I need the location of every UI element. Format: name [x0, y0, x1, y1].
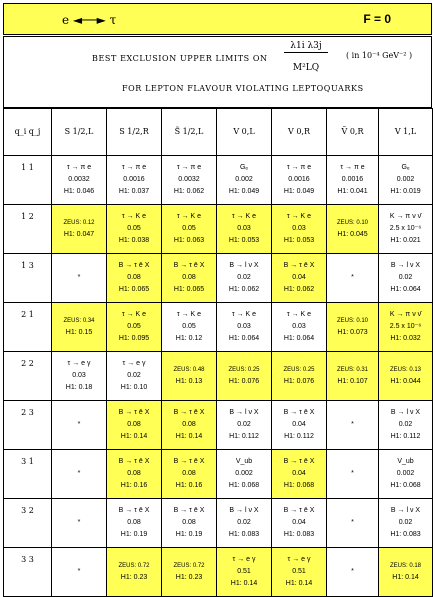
cell-text: 0.05	[127, 323, 141, 330]
cell-text: τ → π e	[286, 164, 312, 171]
cell-text: τ → K e	[121, 311, 147, 318]
cell-text: *	[77, 519, 81, 526]
column-header: Ṽ 0,R	[327, 109, 379, 156]
cell-text: H1: 0.14	[175, 433, 203, 440]
limit-cell	[272, 450, 327, 499]
limit-cell	[217, 156, 272, 205]
cell-text: H1: 0.14	[392, 574, 419, 581]
limit-cell	[327, 254, 379, 303]
limit-cell	[327, 548, 379, 597]
cell-text: 0.08	[127, 519, 141, 526]
limit-cell	[379, 401, 433, 450]
row-label: 1 1	[4, 156, 52, 205]
cell-text: Gₑ	[401, 164, 410, 171]
cell-text: 0.02	[237, 519, 251, 526]
cell-text: H1: 0.15	[65, 329, 93, 336]
cell-text: τ → K e	[286, 311, 312, 318]
title-line-1: BEST EXCLUSION UPPER LIMITS ON	[92, 54, 268, 63]
cell-text: 0.03	[237, 225, 251, 232]
cell-text: B → τ ē X	[118, 409, 150, 416]
cell-text: B → τ ē X	[283, 262, 315, 269]
cell-text: H1: 0.038	[118, 237, 150, 244]
cell-text: 0.04	[292, 519, 306, 526]
cell-text: H1: 0.064	[390, 286, 421, 293]
cell-text: 0.04	[292, 421, 306, 428]
cell-text: 0.08	[182, 470, 196, 477]
cell-text: B → l ν X	[390, 262, 421, 269]
table-header-row	[4, 109, 433, 156]
cell-text: ZEUS: 0.72	[118, 563, 150, 569]
limit-cell	[272, 499, 327, 548]
limit-cell	[327, 303, 379, 352]
cell-text: τ → K e	[176, 311, 202, 318]
cell-text: ZEUS: 0.25	[283, 367, 315, 373]
cell-text: H1: 0.068	[283, 482, 315, 489]
cell-text: ZEUS: 0.34	[63, 318, 95, 324]
cell-text: 0.0032	[68, 176, 90, 183]
cell-text: 0.03	[292, 225, 306, 232]
cell-text: B → l ν X	[390, 507, 421, 514]
cell-text: H1: 0.044	[390, 378, 421, 385]
column-header: V 0,R	[272, 109, 327, 156]
row-label: 3 2	[4, 499, 52, 548]
limit-cell	[217, 352, 272, 401]
limit-cell	[217, 303, 272, 352]
cell-text: B → τ ē X	[283, 458, 315, 465]
cell-text: H1: 0.14	[285, 580, 313, 587]
limit-cell	[272, 205, 327, 254]
limit-cell	[107, 499, 162, 548]
cell-text: H1: 0.045	[337, 231, 368, 238]
cell-text: B → τ ē X	[173, 458, 205, 465]
cell-text: K → π ν ν̄	[389, 213, 422, 220]
column-header: S̃ 1/2,L	[162, 109, 217, 156]
cell-text: V_ub	[235, 458, 253, 465]
cell-text: 0.04	[292, 274, 306, 281]
column-header: V 0,L	[217, 109, 272, 156]
units-label: ( in 10⁻⁴ GeV⁻² )	[346, 51, 413, 60]
cell-text: B → l ν X	[229, 409, 259, 416]
cell-text: H1: 0.032	[390, 335, 421, 342]
limit-cell	[272, 352, 327, 401]
cell-text: ZEUS: 0.48	[173, 367, 205, 373]
cell-text: 0.08	[127, 421, 141, 428]
cell-text: ZEUS: 0.18	[389, 563, 421, 569]
column-header: q_i q_j	[4, 109, 52, 156]
cell-text: τ → K e	[231, 213, 257, 220]
cell-text: H1: 0.046	[63, 188, 95, 195]
table-row	[4, 303, 433, 352]
limit-cell	[217, 254, 272, 303]
cell-text: 0.51	[292, 568, 306, 575]
title-box	[3, 36, 432, 108]
fraction-numerator: λ1i λ3j	[284, 41, 328, 53]
limits-table	[3, 108, 433, 597]
limit-cell	[52, 548, 107, 597]
cell-text: B → l ν X	[229, 507, 259, 514]
limit-cell	[52, 156, 107, 205]
limit-cell	[52, 205, 107, 254]
fraction-denominator: M²LQ	[292, 63, 320, 73]
limit-cell	[327, 401, 379, 450]
limit-cell	[272, 548, 327, 597]
cell-text: ZEUS: 0.72	[173, 563, 205, 569]
cell-text: 0.08	[182, 274, 196, 281]
cell-text: τ → π e	[66, 164, 92, 171]
limit-cell	[162, 205, 217, 254]
cell-text: 0.02	[398, 421, 413, 428]
cell-text: τ → e γ	[67, 360, 91, 367]
limit-cell	[107, 548, 162, 597]
row-label: 1 2	[4, 205, 52, 254]
limit-cell	[107, 254, 162, 303]
cell-text: ZEUS: 0.12	[63, 220, 95, 226]
limit-cell	[52, 352, 107, 401]
cell-text: *	[351, 274, 354, 281]
limit-cell	[107, 156, 162, 205]
limit-cell	[217, 499, 272, 548]
cell-text: B → τ ē X	[118, 507, 150, 514]
cell-text: H1: 0.068	[390, 482, 421, 489]
row-label: 2 1	[4, 303, 52, 352]
cell-text: *	[77, 568, 81, 575]
limit-cell	[52, 450, 107, 499]
limit-cell	[272, 401, 327, 450]
table-row	[4, 156, 433, 205]
limit-cell	[379, 156, 433, 205]
cell-text: H1: 0.083	[283, 531, 315, 538]
row-label: 2 3	[4, 401, 52, 450]
coupling-fraction	[284, 41, 328, 73]
limit-cell	[162, 401, 217, 450]
cell-text: 0.05	[182, 323, 196, 330]
column-header: S 1/2,R	[107, 109, 162, 156]
column-header: S 1/2,L	[52, 109, 107, 156]
cell-text: 0.002	[235, 470, 253, 477]
cell-text: H1: 0.083	[390, 531, 421, 538]
cell-text: H1: 0.041	[337, 188, 368, 195]
cell-text: 0.05	[182, 225, 196, 232]
cell-text: H1: 0.23	[175, 574, 203, 581]
cell-text: B → τ ē X	[283, 507, 315, 514]
row-label: 2 2	[4, 352, 52, 401]
cell-text: H1: 0.065	[118, 286, 150, 293]
process-label: e ◄──► τ	[62, 13, 117, 27]
cell-text: H1: 0.053	[283, 237, 315, 244]
cell-text: *	[351, 421, 354, 428]
cell-text: 0.02	[398, 519, 413, 526]
cell-text: B → τ ē X	[173, 262, 205, 269]
row-label: 3 3	[4, 548, 52, 597]
cell-text: H1: 0.16	[175, 482, 203, 489]
cell-text: 0.02	[237, 274, 251, 281]
cell-text: 0.0016	[341, 176, 364, 183]
cell-text: H1: 0.112	[229, 433, 259, 440]
table-row	[4, 205, 433, 254]
cell-text: H1: 0.063	[173, 237, 205, 244]
cell-text: H1: 0.19	[175, 531, 203, 538]
limit-cell	[379, 548, 433, 597]
cell-text: 0.002	[396, 470, 415, 477]
limit-cell	[327, 156, 379, 205]
cell-text: τ → K e	[286, 213, 312, 220]
cell-text: H1: 0.14	[230, 580, 258, 587]
cell-text: ZEUS: 0.25	[228, 367, 260, 373]
cell-text: H1: 0.047	[63, 231, 95, 238]
cell-text: τ → e γ	[122, 360, 146, 367]
cell-text: 0.02	[398, 274, 413, 281]
cell-text: H1: 0.10	[120, 384, 148, 391]
cell-text: 0.08	[127, 470, 141, 477]
cell-text: τ → K e	[231, 311, 257, 318]
cell-text: 0.0016	[123, 176, 145, 183]
cell-text: B → τ ē X	[173, 409, 205, 416]
cell-text: 0.08	[182, 421, 196, 428]
cell-text: H1: 0.049	[228, 188, 260, 195]
cell-text: 0.04	[292, 470, 306, 477]
limit-cell	[52, 401, 107, 450]
limit-cell	[107, 401, 162, 450]
limit-cell	[327, 450, 379, 499]
limit-cell	[107, 352, 162, 401]
cell-text: τ → π e	[176, 164, 202, 171]
cell-text: B → τ ē X	[118, 458, 150, 465]
limit-cell	[52, 499, 107, 548]
cell-text: H1: 0.073	[337, 329, 368, 336]
cell-text: 0.03	[237, 323, 251, 330]
limit-cell	[379, 352, 433, 401]
cell-text: H1: 0.18	[65, 384, 93, 391]
limit-cell	[217, 401, 272, 450]
cell-text: H1: 0.062	[173, 188, 205, 195]
limit-cell	[379, 205, 433, 254]
cell-text: 0.03	[292, 323, 306, 330]
cell-text: Gₑ	[239, 164, 249, 171]
limit-cell	[327, 205, 379, 254]
cell-text: 0.0032	[178, 176, 200, 183]
table-row	[4, 499, 433, 548]
limit-cell	[162, 548, 217, 597]
cell-text: ZEUS: 0.10	[336, 318, 368, 324]
cell-text: H1: 0.16	[120, 482, 148, 489]
cell-text: ZEUS: 0.31	[336, 367, 368, 373]
cell-text: B → l ν X	[229, 262, 259, 269]
cell-text: H1: 0.053	[228, 237, 260, 244]
limit-cell	[379, 450, 433, 499]
limit-cell	[217, 450, 272, 499]
cell-text: H1: 0.19	[120, 531, 148, 538]
limit-cell	[107, 303, 162, 352]
row-label: 3 1	[4, 450, 52, 499]
cell-text: H1: 0.112	[390, 433, 421, 440]
cell-text: 0.05	[127, 225, 141, 232]
cell-text: H1: 0.083	[228, 531, 260, 538]
limit-cell	[107, 450, 162, 499]
limit-cell	[162, 450, 217, 499]
table-row	[4, 352, 433, 401]
cell-text: *	[351, 470, 354, 477]
cell-text: V_ub	[397, 458, 414, 465]
cell-text: τ → π e	[121, 164, 147, 171]
cell-text: 0.51	[237, 568, 251, 575]
cell-text: H1: 0.13	[175, 378, 203, 385]
header-bar	[3, 3, 432, 35]
cell-text: B → τ ē X	[283, 409, 315, 416]
cell-text: H1: 0.019	[390, 188, 421, 195]
cell-text: H1: 0.076	[228, 378, 260, 385]
cell-text: B → τ ē X	[173, 507, 205, 514]
limit-cell	[162, 499, 217, 548]
cell-text: H1: 0.062	[228, 286, 260, 293]
cell-text: H1: 0.037	[118, 188, 150, 195]
cell-text: 0.002	[396, 176, 415, 183]
cell-text: H1: 0.068	[228, 482, 260, 489]
column-header: V 1,L	[379, 109, 433, 156]
limit-cell	[327, 499, 379, 548]
table-row	[4, 254, 433, 303]
cell-text: 0.03	[72, 372, 86, 379]
table-row	[4, 401, 433, 450]
table-row	[4, 450, 433, 499]
cell-text: *	[351, 519, 354, 526]
cell-text: H1: 0.12	[175, 335, 203, 342]
cell-text: τ → K e	[176, 213, 202, 220]
cell-text: H1: 0.064	[228, 335, 260, 342]
table-body	[4, 156, 433, 597]
cell-text: H1: 0.112	[284, 433, 314, 440]
cell-text: B → τ ē X	[118, 262, 150, 269]
cell-text: τ → π e	[340, 164, 365, 171]
cell-text: 0.08	[127, 274, 141, 281]
limit-cell	[379, 254, 433, 303]
cell-text: *	[77, 421, 81, 428]
cell-text: H1: 0.062	[283, 286, 315, 293]
cell-text: 0.02	[237, 421, 251, 428]
cell-text: H1: 0.14	[120, 433, 148, 440]
limit-cell	[107, 205, 162, 254]
cell-text: 0.02	[127, 372, 141, 379]
cell-text: H1: 0.049	[283, 188, 315, 195]
cell-text: H1: 0.021	[390, 237, 421, 244]
row-label: 1 3	[4, 254, 52, 303]
limit-cell	[217, 548, 272, 597]
cell-text: K → π ν ν̄	[389, 311, 422, 318]
limit-cell	[379, 499, 433, 548]
cell-text: H1: 0.076	[283, 378, 315, 385]
cell-text: τ → e γ	[232, 556, 256, 563]
limit-cell	[327, 352, 379, 401]
limit-cell	[52, 254, 107, 303]
cell-text: H1: 0.064	[283, 335, 315, 342]
limit-cell	[272, 254, 327, 303]
limit-cell	[379, 303, 433, 352]
limit-cell	[52, 303, 107, 352]
cell-text: 0.08	[182, 519, 196, 526]
cell-text: ZEUS: 0.13	[389, 367, 421, 373]
cell-text: H1: 0.065	[173, 286, 205, 293]
limit-cell	[162, 156, 217, 205]
cell-text: 2.5 x 10⁻⁶	[389, 323, 422, 330]
limit-cell	[162, 352, 217, 401]
cell-text: 0.002	[235, 176, 253, 183]
table-row	[4, 548, 433, 597]
cell-text: 0.0016	[288, 176, 310, 183]
cell-text: B → l ν X	[390, 409, 421, 416]
cell-text: *	[77, 274, 81, 281]
cell-text: H1: 0.095	[118, 335, 150, 342]
cell-text: *	[77, 470, 81, 477]
limit-cell	[162, 303, 217, 352]
cell-text: H1: 0.23	[120, 574, 148, 581]
fermion-number-label: F = 0	[363, 12, 391, 26]
cell-text: *	[351, 568, 354, 575]
limit-cell	[272, 303, 327, 352]
cell-text: H1: 0.107	[337, 378, 368, 385]
title-line-2: FOR LEPTON FLAVOUR VIOLATING LEPTOQUARKS	[122, 84, 364, 93]
limit-cell	[162, 254, 217, 303]
cell-text: τ → e γ	[287, 556, 311, 563]
cell-text: τ → K e	[121, 213, 147, 220]
cell-text: 2.5 x 10⁻⁶	[389, 225, 422, 232]
limit-cell	[217, 205, 272, 254]
cell-text: ZEUS: 0.10	[336, 220, 368, 226]
limit-cell	[272, 156, 327, 205]
